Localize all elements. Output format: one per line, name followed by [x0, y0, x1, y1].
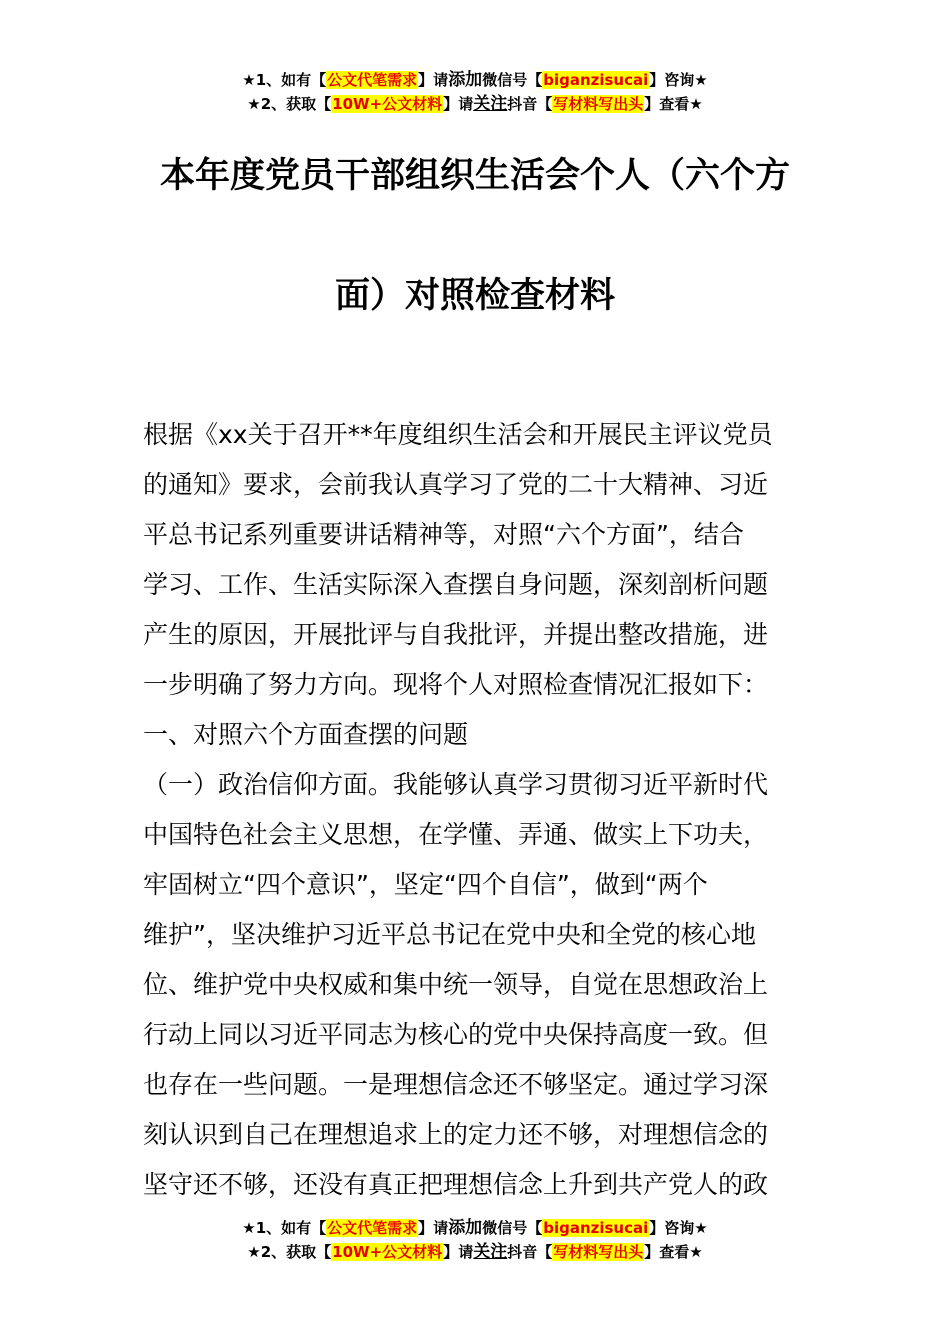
banner-line-2 — [0, 1240, 950, 1264]
body-line: 刻认识到自己在理想追求上的定力还不够，对理想信念的 — [143, 1120, 769, 1149]
banner-highlight-wechat: biganzisucai — [543, 71, 649, 89]
banner-emphasis: 关注 — [473, 1242, 508, 1262]
banner-line-1 — [0, 1216, 950, 1240]
body-line: 维护”，坚决维护习近平总书记在党中央和全党的核心地 — [143, 920, 756, 949]
body-line: 的通知》要求，会前我认真学习了党的二十大精神、习近 — [143, 470, 769, 499]
banner-text: 】查看★ — [644, 1243, 703, 1261]
banner-highlight: 公文代笔需求 — [327, 1219, 418, 1237]
banner-emphasis: 添加 — [448, 70, 483, 90]
banner-text: ★1、如有【 — [242, 1219, 327, 1237]
banner-text: 微信号【 — [482, 71, 543, 89]
banner-text: 】咨询★ — [649, 1219, 708, 1237]
banner-emphasis: 添加 — [448, 1218, 483, 1238]
banner-text: 】查看★ — [644, 95, 703, 113]
document-body — [143, 410, 823, 1210]
body-line: （一）政治信仰方面。我能够认真学习贯彻习近平新时代 — [143, 770, 769, 799]
document-title-line-2: 面）对照检查材料 — [334, 276, 615, 316]
banner-highlight: 公文代笔需求 — [327, 71, 418, 89]
banner-highlight: 10W+公文材料 — [332, 95, 443, 113]
body-line: 一步明确了努力方向。现将个人对照检查情况汇报如下： — [143, 670, 769, 699]
banner-highlight: 10W+公文材料 — [332, 1243, 443, 1261]
banner-text: 】请 — [443, 1243, 474, 1261]
banner-line-1 — [0, 68, 950, 92]
banner-text: ★2、获取【 — [247, 1243, 332, 1261]
body-line: 中国特色社会主义思想，在学懂、弄通、做实上下功夫， — [143, 820, 769, 849]
banner-text: 】咨询★ — [649, 71, 708, 89]
body-line: 平总书记系列重要讲话精神等，对照“六个方面”，结合 — [143, 520, 744, 549]
section-heading: 一、对照六个方面查摆的问题 — [143, 720, 469, 749]
bottom-ad-banner — [0, 1216, 950, 1264]
body-line: 位、维护党中央权威和集中统一领导，自觉在思想政治上 — [143, 970, 769, 999]
banner-text: 】请 — [418, 1219, 449, 1237]
banner-emphasis: 关注 — [473, 94, 508, 114]
banner-text: 微信号【 — [482, 1219, 543, 1237]
body-line: 学习、工作、生活实际深入查摆自身问题，深刻剖析问题 — [143, 570, 769, 599]
banner-highlight-douyin: 写材料写出头 — [553, 95, 644, 113]
body-line: 行动上同以习近平同志为核心的党中央保持高度一致。但 — [143, 1020, 769, 1049]
body-line: 产生的原因，开展批评与自我批评，并提出整改措施，进 — [143, 620, 769, 649]
banner-text: 】请 — [418, 71, 449, 89]
banner-text: ★1、如有【 — [242, 71, 327, 89]
banner-text: 抖音【 — [507, 1243, 553, 1261]
banner-line-2 — [0, 92, 950, 116]
body-line: 根据《xx关于召开**年度组织生活会和开展民主评议党员 — [143, 420, 773, 449]
banner-text: ★2、获取【 — [247, 95, 332, 113]
banner-text: 】请 — [443, 95, 474, 113]
banner-highlight-wechat: biganzisucai — [543, 1219, 649, 1237]
body-line: 牢固树立“四个意识”，坚定“四个自信”，做到“两个 — [143, 870, 708, 899]
body-line: 坚守还不够，还没有真正把理想信念上升到共产党人的政 — [143, 1170, 769, 1199]
top-ad-banner — [0, 68, 950, 116]
banner-text: 抖音【 — [507, 95, 553, 113]
document-title-line-1: 本年度党员干部组织生活会个人（六个方 — [159, 156, 790, 196]
banner-highlight-douyin: 写材料写出头 — [553, 1243, 644, 1261]
body-line: 也存在一些问题。一是理想信念还不够坚定。通过学习深 — [143, 1070, 769, 1099]
